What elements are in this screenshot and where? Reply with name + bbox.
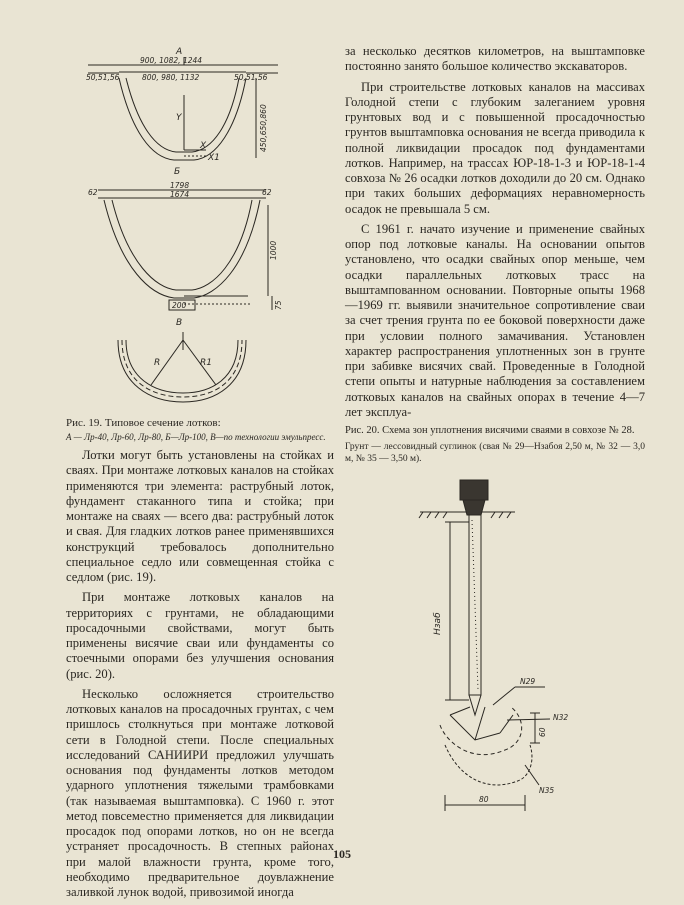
- right-paragraph: С 1961 г. начато изучение и применение свайных опор под лотковые каналы. На основании опытов установлено, что осадки свайных опор меньше, чем осадки параллельных лотковых трасс на выштампованном основании. Повторные опыты 1968—1969 гг. выявили значительное сопротивление сваи за счет трения грунта по ее боковой поверхности даже при условии полного замачивания. Установлен характер распространения уплотненных зон в грунте при забивке висячих свай. Проведенные в Голодной степи опыты и натурные наблюдения за составлением лотковых каналов на свайных опорах в течение 4—7 лет эксплуа-: [345, 221, 645, 419]
- fig19-axis-y: Y: [176, 113, 182, 123]
- fig19-axis-x1: X1: [208, 153, 220, 163]
- fig19-dim-height-b: 1000: [269, 240, 278, 260]
- fig20-label-h: Hзаб: [433, 612, 443, 635]
- fig20-caption-title: Рис. 20. Схема зон уплотнения висячими сваями в совхозе № 28.: [345, 425, 635, 436]
- fig19-dim-left-b: 62: [88, 188, 98, 197]
- left-paragraph: Несколько осложняется строительство лотковых каналов на просадочных грунтах, с чем пришлось столкнуться при монтаже лотковой сети в Голодной степи. После специальных исследований САНИИРИ предложил улучшать основания под фундаменты лотков методом ударного уплотнения тяжелыми трамбовками (так называемая выштамповка). С 1960 г. этот метод повсеместно применяется для ликвидации просадок под опорами лотков, но он не всегда устраняет просадочность. В степных районах при малой влажности грунта, кроме того, необходимо предварительное доувлажнение заливкой лунок водой, привозимой иногда: [66, 686, 334, 899]
- fig19-label-v: В: [176, 318, 183, 328]
- fig19-radius-r: R: [154, 358, 161, 368]
- right-paragraph: за несколько десятков километров, на выштамповке постоянно занято большое количество экскаваторов.: [345, 44, 645, 74]
- left-paragraph: Лотки могут быть установлены на стойках и сваях. При монтаже лотковых каналов на стойках применяются три элемента: раструбный лоток, фундамент стаканного типа и стойка; при монтаже на сваях — всего два: раструбный лоток и свая. Для гладких лотков ранее применявшихся конструкций требовалось дополнительно специальное седло или совмещенная стойка с седлом (рис. 19).: [66, 448, 334, 584]
- fig19-dim-top-b: 1798: [170, 181, 190, 190]
- fig19-dim-base-b: 200: [172, 301, 187, 310]
- fig19-caption-title: Рис. 19. Типовое сечение лотков:: [66, 417, 221, 429]
- fig19-dim-left-a: 50,51,56: [86, 73, 120, 82]
- fig20-dim-80: 80: [479, 795, 489, 804]
- fig20-label-32: N32: [553, 713, 569, 722]
- fig19-label-b: Б: [174, 167, 181, 177]
- fig20-caption-sub: Грунт — лессовидный суглинок (свая № 29—Hзабоя 2,50 м, № 32 — 3,0 м, № 35 — 3,50 м).: [345, 441, 645, 464]
- fig20-label-29: N29: [520, 677, 536, 686]
- fig19-label-a: А: [176, 47, 183, 57]
- right-paragraph: При строительстве лотковых каналов на массивах Голодной степи с глубоким залеганием уровня грунтовых вод и с повышенной просадочностью грунтов выштамповка основания не всегда приводила к полной ликвидации просадок под фундаментами лотков. Например, на трассах ЮР-18-1-3 и ЮР-18-1-4 совхоза № 26 осадки лотков доходили до 20 см. Однако при таких больших деформациях неравномерность осадок не превышала 5 см.: [345, 79, 645, 216]
- fig19-dim-inner-b: 1674: [170, 190, 190, 199]
- fig20-label-35: N35: [539, 786, 555, 795]
- fig19-dim-side-b: 75: [274, 300, 283, 310]
- fig19-caption-sub: А — Лр-40, Лр-60, Лр-80, Б—Лр-100, В—по технологии эмульпресс.: [66, 432, 326, 442]
- fig19-dim-top-a: 900, 1082, 1244: [140, 56, 203, 65]
- fig19-dim-right-b: 62: [262, 188, 272, 197]
- fig20-dim-60: 60: [538, 727, 547, 737]
- figure-20: [415, 475, 615, 820]
- left-paragraph: При монтаже лотковых каналов на территориях с грунтами, не обладающими просадочными свойствами, могут быть применены висячие сваи или фундаменты со стоечными опорами без улучшения основания (рис. 20).: [66, 590, 334, 681]
- fig19-dim-inner-a: 800, 980, 1132: [142, 73, 200, 82]
- page-number: 105: [333, 847, 351, 861]
- fig19-axis-x: X: [200, 141, 207, 151]
- fig19-dim-right-a: 50,51,56: [234, 73, 268, 82]
- figure-19: [76, 40, 286, 420]
- fig19-radius-r1: R1: [200, 358, 212, 368]
- fig19-dim-height-a: 450,650,860: [259, 104, 268, 152]
- right-column: [345, 44, 645, 465]
- fig19-caption: [66, 417, 334, 443]
- left-column: [66, 448, 334, 905]
